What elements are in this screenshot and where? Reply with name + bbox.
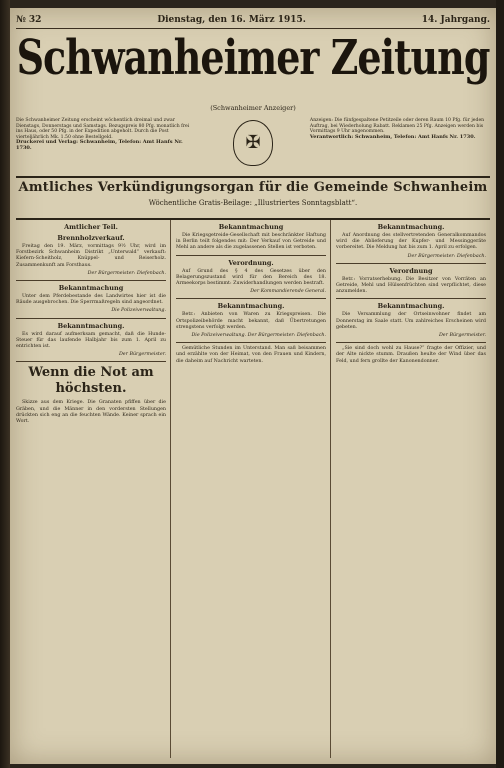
divider (16, 361, 166, 362)
article-text: Auf Grund des § 4 des Gesetzes über den Belagerungszustand wird für den Bereich des 18. Armeekorps bestimmt: Zuwiderhandlungen werden bestraft. (176, 268, 326, 287)
left-ear-bold: Druckerei und Verlag: Schwanheim, Telefon: Amt Hanfs Nr. 1730. (16, 139, 183, 151)
column-3 (336, 220, 490, 758)
signature: Die Polizeiverwaltung. (111, 308, 166, 314)
section-heading: Bekanntmachung. (377, 223, 445, 231)
article-text: Unter dem Pferdebestande des Landwirtes hier ist die Räude ausgebrochen. Die Sperrmaßregeln sind angeordnet. (16, 294, 166, 306)
newspaper-subtitle: (Schwanheimer Anzeiger) (210, 104, 296, 112)
newspaper-page (10, 8, 496, 764)
issue-volume: 14. Jahrgang. (421, 15, 490, 25)
divider (336, 263, 486, 264)
section-heading: Bekanntmachung. (57, 321, 125, 330)
column-1 (16, 220, 171, 758)
section-heading: Bekanntmachung (218, 223, 284, 231)
right-ear-text: Anzeigen: Die fünfgespaltene Petitzeile oder deren Raum 10 Pfg. für jeden Auftrag, bei Wiederholung Rabatt. Reklamen 25 Pfg. Anzeigen werden bis Vormittags 9 Uhr angenommen. (309, 118, 485, 135)
signature: Der Bürgermeister. (438, 333, 486, 339)
article-text: Auf Anordnung des stellvertretenden Generalkommandos wird die Ablieferung der Kupfer- und Messinggeräte vorbereitet. Die Meldung hat bis zum 1. April zu erfolgen. (336, 233, 486, 251)
signature: Der Bürgermeister: Diefenbach. (407, 253, 486, 259)
article-text: Freitag den 19. März, vormittags 9½ Uhr, wird im Forstbezirk Schwanheim Distrikt „Unterwald“ verkauft: Kiefern-Scheitholz, Knüppel- und Reiserholz. Zusammenkunft am Forsthaus. (16, 244, 166, 268)
divider (176, 298, 326, 299)
signature: Der Bürgermeister. (118, 352, 166, 358)
divider (336, 342, 486, 343)
section-heading: Amtlicher Teil. (64, 223, 118, 231)
article-text: Skizze aus dem Kriege. Die Granaten pfiffen über die Gräben, und die Männer in den vordersten Stellungen drückten sich eng an die feuchten Wände. Keiner sprach ein Wort. (16, 400, 166, 425)
issue-date: Dienstag, den 16. März 1915. (157, 15, 306, 25)
page-binding (0, 0, 10, 768)
left-ear (16, 118, 196, 172)
banner (16, 176, 490, 220)
section-heading: Bekanntmachung. (217, 302, 285, 311)
article-text: „Sie sind doch wohl zu Hause?“ fragte der Offizier, und der Alte nickte stumm. Draußen heulte der Wind über das Feld, und fern grollte der Kanonendonner. (336, 346, 486, 364)
divider (16, 318, 166, 319)
right-ear (310, 118, 490, 172)
divider (176, 342, 326, 343)
signature: Die Polizeiverwaltung. Der Bürgermeister: Diefenbach. (191, 333, 326, 339)
article-text: Es wird darauf aufmerksam gemacht, daß die Hunde-Steuer für das laufende Halbjahr bis zum 1. April zu entrichten ist. (16, 331, 166, 350)
article-text: Die Kriegsgetreide-Gesellschaft mit beschränkter Haftung in Berlin teilt folgendes mit: Der Verkauf von Getreide und Mehl an andere als die zugelassenen Stellen ist verboten. (176, 233, 326, 251)
article-text: Gemütliche Stunden im Unterstand. Man saß beisammen und erzählte von der Heimat, von den Frauen und Kindern, die daheim auf Nachricht warteten. (176, 346, 326, 364)
swan-seal-icon: ✠ (233, 120, 273, 166)
signature: Der Kommandierende General. (250, 289, 326, 295)
section-heading: Verordnung (389, 266, 433, 275)
banner-supplement: Wöchentliche Gratis-Beilage: „Illustriertes Sonntagsblatt“. (148, 199, 358, 207)
right-ear-bold: Verantwortlich: Schwanheim, Telefon: Amt Hanfs Nr. 1730. (309, 133, 476, 140)
divider (16, 280, 166, 281)
columns (16, 220, 490, 758)
article-text: Betr.: Anbieten von Waren zu Kriegspreisen. Die Ortspolizeibehörde macht bekannt, daß Übertretungen strengstens verfolgt werden. (176, 312, 326, 330)
page-edge (496, 0, 504, 768)
masthead-ears (16, 118, 490, 172)
section-heading: Bekanntmachung. (377, 302, 445, 311)
newspaper-title: Schwanheimer Zeitung (16, 28, 490, 85)
divider (176, 255, 326, 256)
section-heading: Brennholzverkauf. (57, 234, 125, 242)
column-2 (176, 220, 331, 758)
feature-headline: Wenn die Not am höchsten. (28, 365, 154, 397)
section-heading: Verordnung. (228, 258, 274, 267)
divider (336, 298, 486, 299)
banner-headline: Amtliches Verkündigungsorgan für die Gemeinde Schwanheim (18, 180, 488, 195)
article-text: Betr.: Vorratserhebung. Die Besitzer von Vorräten an Getreide, Mehl und Hülsenfrüchten sind verpflichtet, diese anzumelden. (336, 276, 486, 295)
article-text: Die Versammlung der Ortseinwohner findet am Donnerstag im Saale statt. Um zahlreiches Erscheinen wird gebeten. (336, 312, 486, 330)
signature: Der Bürgermeister: Diefenbach. (87, 270, 166, 276)
masthead (16, 30, 490, 116)
issue-line (16, 12, 490, 29)
left-ear-text: Die Schwanheimer Zeitung erscheint wöchentlich dreimal und zwar Dienstags, Donnerstags und Samstags. Bezugspreis 80 Pfg. monatlich frei ins Haus, oder 50 Pfg. in der Expedition abgeholt. Durch die Post vierteljährlich Mk. 1.50 ohne Bestellgeld. (16, 118, 190, 140)
section-heading: Bekanntmachung (58, 284, 124, 293)
issue-number: № 32 (16, 15, 42, 25)
